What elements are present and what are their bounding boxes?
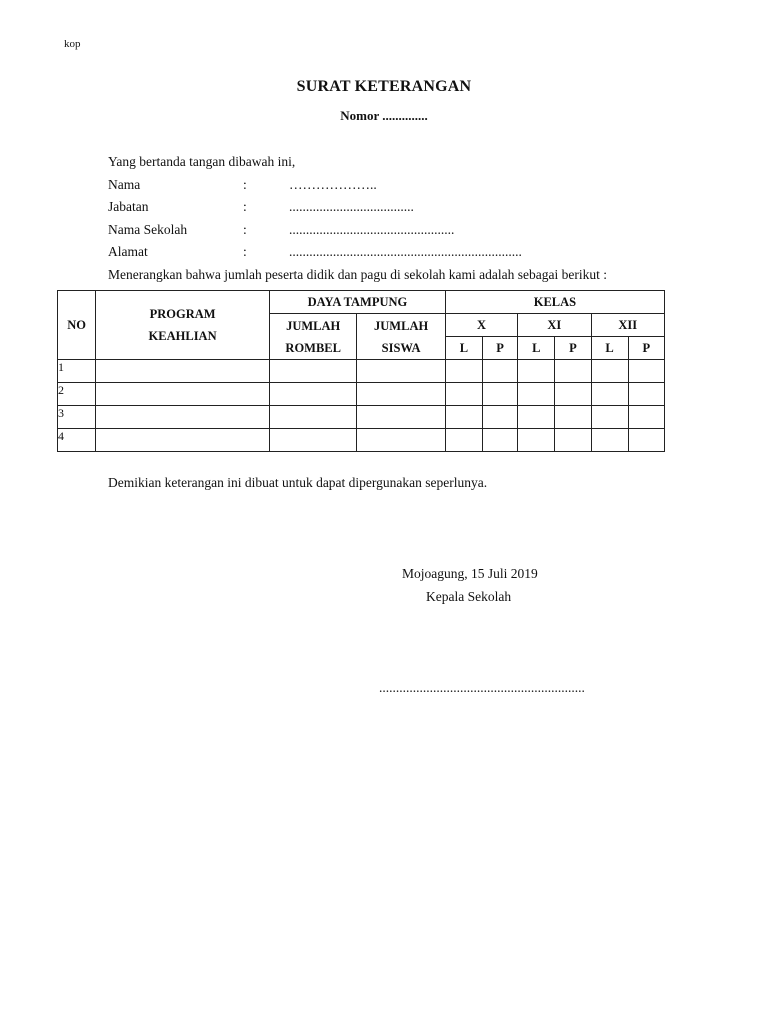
header-program-line1: PROGRAM — [149, 307, 216, 321]
cell-program[interactable] — [96, 406, 270, 429]
cell-rombel[interactable] — [270, 406, 357, 429]
signer-title: Kepala Sekolah — [426, 589, 512, 604]
header-program-keahlian — [96, 291, 270, 360]
header-xi-l: L — [518, 337, 555, 360]
row-number: 4 — [58, 429, 96, 452]
header-x-p: P — [483, 337, 518, 360]
document-title: SURAT KETERANGAN — [296, 78, 472, 95]
cell-xii-p[interactable] — [628, 360, 664, 383]
header-xii-l: L — [591, 337, 628, 360]
cell-x-p[interactable] — [483, 383, 518, 406]
cell-xii-p[interactable] — [628, 406, 664, 429]
header-kelas-xi: XI — [518, 314, 591, 337]
cell-x-l[interactable] — [445, 406, 482, 429]
field-colon: : — [243, 199, 247, 214]
cell-x-l[interactable] — [445, 383, 482, 406]
header-xi-p: P — [555, 337, 591, 360]
cell-siswa[interactable] — [357, 429, 445, 452]
field-value-jabatan: ..................................... — [289, 199, 414, 214]
header-xii-p: P — [628, 337, 664, 360]
header-jumlah-rombel — [270, 314, 357, 360]
header-kelas: KELAS — [445, 291, 664, 314]
cell-x-p[interactable] — [483, 406, 518, 429]
cell-siswa[interactable] — [357, 406, 445, 429]
table-row — [58, 383, 665, 406]
cell-xi-p[interactable] — [555, 383, 591, 406]
header-daya-tampung: DAYA TAMPUNG — [270, 291, 446, 314]
cell-program[interactable] — [96, 429, 270, 452]
header-kelas-xii: XII — [591, 314, 664, 337]
field-label-jabatan: Jabatan — [108, 199, 149, 214]
field-colon: : — [243, 177, 247, 192]
cell-program[interactable] — [96, 360, 270, 383]
cell-xii-p[interactable] — [628, 429, 664, 452]
capacity-table — [57, 290, 665, 452]
cell-xii-l[interactable] — [591, 383, 628, 406]
row-number: 1 — [58, 360, 96, 383]
cell-x-p[interactable] — [483, 360, 518, 383]
header-kelas-x: X — [445, 314, 517, 337]
document-number: Nomor .............. — [340, 108, 428, 123]
table-row — [58, 406, 665, 429]
header-jumlah-siswa-line1: JUMLAH — [374, 318, 429, 333]
statement-text: Menerangkan bahwa jumlah peserta didik dan pagu di sekolah kami adalah sebagai berikut : — [108, 267, 607, 282]
field-label-alamat: Alamat — [108, 244, 148, 259]
header-jumlah-siswa — [357, 314, 445, 360]
cell-xii-p[interactable] — [628, 383, 664, 406]
cell-siswa[interactable] — [357, 360, 445, 383]
table-row — [58, 429, 665, 452]
field-colon: : — [243, 222, 247, 237]
cell-xi-l[interactable] — [518, 429, 555, 452]
header-jumlah-rombel-line1: JUMLAH — [286, 318, 341, 333]
cell-x-l[interactable] — [445, 360, 482, 383]
cell-xii-l[interactable] — [591, 406, 628, 429]
cell-siswa[interactable] — [357, 383, 445, 406]
row-number: 2 — [58, 383, 96, 406]
cell-xii-l[interactable] — [591, 360, 628, 383]
header-x-l: L — [445, 337, 482, 360]
place-date: Mojoagung, 15 Juli 2019 — [402, 566, 538, 581]
field-value-nama-sekolah: ................................................. — [289, 222, 455, 237]
field-value-nama: ……………….. — [289, 177, 377, 192]
cell-program[interactable] — [96, 383, 270, 406]
header-no: NO — [58, 291, 96, 360]
table-row — [58, 360, 665, 383]
field-colon: : — [243, 244, 247, 259]
field-label-nama: Nama — [108, 177, 141, 192]
row-number: 3 — [58, 406, 96, 429]
intro-text: Yang bertanda tangan dibawah ini, — [108, 154, 296, 169]
cell-xi-l[interactable] — [518, 360, 555, 383]
cell-xi-l[interactable] — [518, 406, 555, 429]
closing-text: Demikian keterangan ini dibuat untuk dapat dipergunakan seperlunya. — [108, 475, 488, 490]
header-jumlah-rombel-line2: ROMBEL — [285, 340, 341, 355]
signature-line: ............................................................. — [379, 680, 585, 695]
cell-rombel[interactable] — [270, 429, 357, 452]
cell-xi-l[interactable] — [518, 383, 555, 406]
field-label-nama-sekolah: Nama Sekolah — [108, 222, 188, 237]
cell-xii-l[interactable] — [591, 429, 628, 452]
cell-rombel[interactable] — [270, 383, 357, 406]
cell-rombel[interactable] — [270, 360, 357, 383]
cell-xi-p[interactable] — [555, 360, 591, 383]
cell-xi-p[interactable] — [555, 406, 591, 429]
header-program-line2: KEAHLIAN — [148, 329, 217, 343]
cell-x-p[interactable] — [483, 429, 518, 452]
field-value-alamat: ..................................................................... — [289, 244, 522, 259]
cell-xi-p[interactable] — [555, 429, 591, 452]
cell-x-l[interactable] — [445, 429, 482, 452]
header-jumlah-siswa-line2: SISWA — [381, 340, 421, 355]
letterhead-placeholder: kop — [64, 38, 81, 50]
